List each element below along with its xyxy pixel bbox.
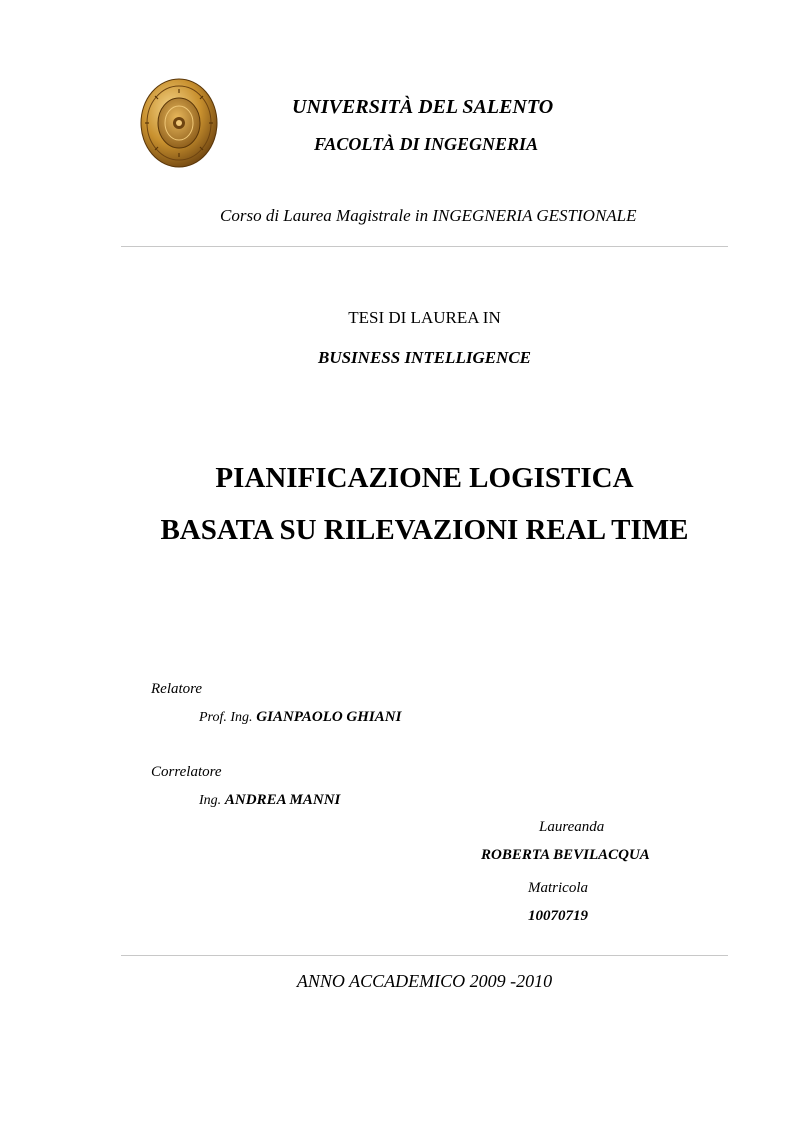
relatore-person (199, 709, 401, 726)
faculty-name: FACOLTÀ DI INGEGNERIA (314, 134, 539, 154)
student-name: ROBERTA BEVILACQUA (481, 847, 650, 863)
correlatore-label: Correlatore (151, 764, 222, 780)
bottom-divider (121, 955, 728, 956)
university-name: UNIVERSITÀ DEL SALENTO (292, 96, 554, 118)
student-label: Laureanda (539, 819, 605, 835)
thesis-subject: BUSINESS INTELLIGENCE (317, 348, 532, 367)
course-name: Corso di Laurea Magistrale in INGEGNERIA GESTIONALE (220, 206, 637, 225)
academic-year: ANNO ACCADEMICO 2009 -2010 (296, 971, 553, 991)
correlatore-prefix: Ing. (199, 793, 222, 808)
matricola-label: Matricola (528, 880, 588, 896)
thesis-title-line-2: BASATA SU RILEVAZIONI REAL TIME (160, 514, 689, 546)
top-divider (121, 246, 728, 247)
thesis-title-line-1: PIANIFICAZIONE LOGISTICA (215, 462, 634, 494)
correlatore-name: ANDREA MANNI (224, 792, 341, 808)
relatore-label: Relatore (151, 681, 203, 697)
matricola-value: 10070719 (528, 908, 588, 924)
relatore-name: GIANPAOLO GHIANI (256, 709, 402, 725)
thesis-type-label: TESI DI LAUREA IN (348, 308, 501, 327)
relatore-prefix: Prof. Ing. (199, 710, 253, 725)
university-seal-icon (140, 78, 218, 168)
correlatore-person (199, 792, 340, 809)
